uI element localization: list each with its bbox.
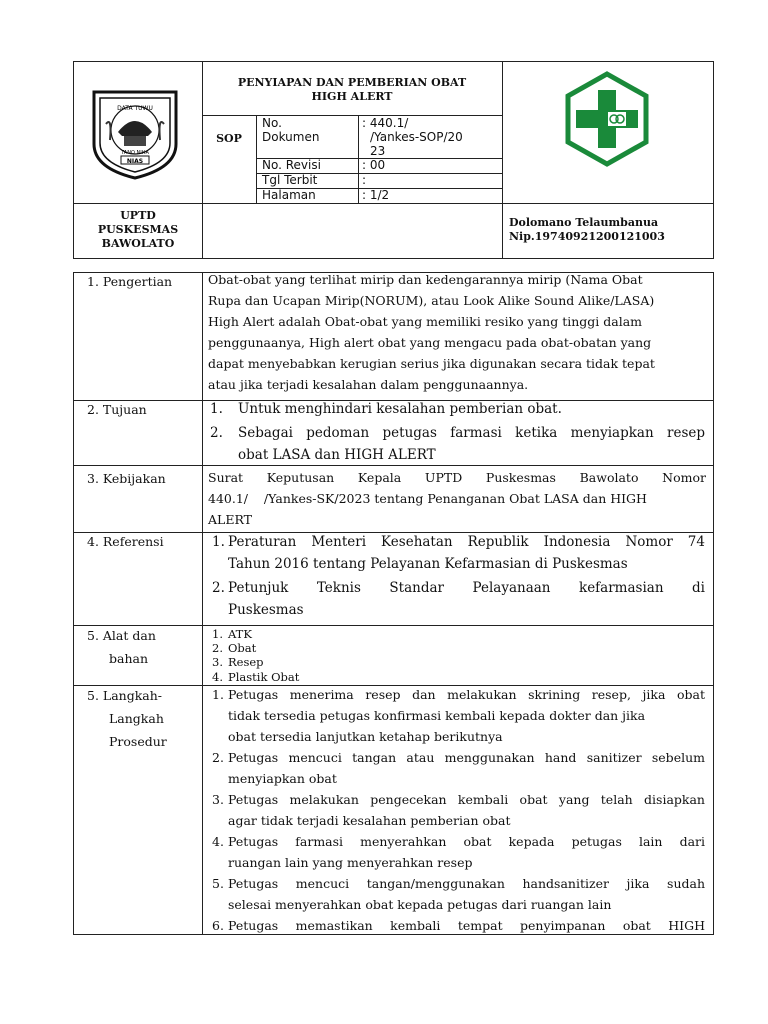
svg-text:DATA TUWU: DATA TUWU (117, 105, 153, 112)
pengertian-line: Rupa dan Ucapan Mirip(NORUM), atau Look Alike Sound Alike/LASA) (208, 293, 655, 308)
list-item: 1. Peraturan Menteri Kesehatan Republik Indonesia Nomor 74 (212, 534, 705, 550)
list-item: 2. Obat (212, 641, 257, 655)
issue-date-value: : (362, 173, 367, 187)
alat-list (212, 627, 702, 684)
kebijakan-text: Surat Keputusan Kepala UPTD Puskesmas Bawolato Nomor 440.1/ /Yankes-SK/2023 tentang Penanganan Obat LASA dan HIGH ALERT (208, 470, 706, 527)
pengertian-line: High Alert adalah Obat-obat yang memiliki resiko yang tinggi dalam (208, 314, 643, 329)
pengertian-line: dapat menyebabkan kerugian serius jika digunakan secara tidak tepat (208, 356, 655, 371)
svg-text:NIAS: NIAS (126, 158, 144, 165)
list-item: 2. Sebagai pedoman petugas farmasi ketika menyiapkan resep (210, 425, 705, 441)
sop-label: SOP (216, 132, 242, 145)
list-item: 2. Petunjuk Teknis Standar Pelayanaan kefarmasian di (212, 580, 705, 596)
langkah-list: 1. Petugas menerima resep dan melakukan skrining resep, jika obat tidak tersedia petugas konfirmasi kembali kepada dokter dan jika obat tersedia lanjutkan ketahap berikutnya 2. Petugas mencuci tangan atau menggunakan hand sanitizer sebelum menyiapkan obat 3. Petugas melakukan pengecekan kembali obat yang telah disiapkan agar tidak terjadi kesalahan pemberian obat 4. Petugas farmasi menyerahkan obat kepada petugas lain dari ruangan lain yang menyerahkan resep 5. Petugas mencuci tangan/menggunakan handsanitizer jika sudah selesai menyerahkan obat kepada petugas dari ruangan lain 6. Petugas memastikan kembali tempat penyimpanan obat HIGH (208, 684, 708, 936)
doc-number-label: No. Dokumen (262, 116, 320, 144)
list-item: 2. Petugas mencuci tangan atau menggunakan hand sanitizer sebelum (212, 750, 705, 765)
revision-value: : 00 (362, 158, 386, 172)
list-item: 1. Untuk menghindari kesalahan pemberian obat. (210, 401, 562, 417)
organization-name: UPTD PUSKESMAS BAWOLATO (97, 209, 179, 250)
pengertian-line: Obat-obat yang terlihat mirip dan kedengarannya mirip (Nama Obat (208, 272, 643, 287)
list-item: 6. Petugas memastikan kembali tempat penyimpanan obat HIGH (212, 918, 705, 933)
list-item: 3. Resep (212, 655, 264, 669)
section-label-langkah: 5. Langkah- Langkah Prosedur (87, 688, 167, 749)
document-title: PENYIAPAN DAN PEMBERIAN OBAT HIGH ALERT (237, 76, 467, 103)
revision-label: No. Revisi (262, 158, 321, 172)
list-item: 4. Petugas farmasi menyerahkan obat kepada petugas lain dari (212, 834, 705, 849)
regional-emblem-logo (88, 86, 182, 182)
section-label-referensi: 4. Referensi (87, 534, 164, 549)
section-label-kebijakan: 3. Kebijakan (87, 471, 166, 486)
pengertian-text (208, 269, 708, 395)
page-value: : 1/2 (362, 188, 390, 202)
tujuan-list: 1. Untuk menghindari kesalahan pemberian obat. 2. Sebagai pedoman petugas farmasi ketika menyiapkan resep obat LASA dan HIGH ALERT (208, 398, 708, 466)
doc-number-value: : 440.1/ /Yankes-SOP/20 23 (362, 116, 463, 158)
list-item: 3. Petugas melakukan pengecekan kembali obat yang telah disiapkan (212, 792, 705, 807)
list-item: 1. ATK (212, 627, 252, 641)
section-label-tujuan: 2. Tujuan (87, 402, 147, 417)
section-label-pengertian: 1. Pengertian (87, 274, 173, 289)
referensi-list: 1. Peraturan Menteri Kesehatan Republik Indonesia Nomor 74 Tahun 2016 tentang Pelayanan Kefarmasian di Puskesmas 2. Petunjuk Teknis Standar Pelayanaan kefarmasian di Puskesmas (208, 531, 708, 621)
page-label: Halaman (262, 188, 316, 202)
puskesmas-logo (558, 70, 656, 168)
pengertian-line: atau jika terjadi kesalahan dalam penggunaannya. (208, 377, 529, 392)
section-label-alat: 5. Alat dan bahan (87, 628, 156, 666)
pengertian-line: penggunaanya, High alert obat yang mengacu pada obat-obatan yang (208, 335, 652, 350)
signer-block: Dolomano Telaumbanua Nip.19740921200121003 (509, 216, 665, 243)
list-item: 4. Plastik Obat (212, 670, 300, 684)
list-item: 5. Petugas mencuci tangan/menggunakan handsanitizer jika sudah (212, 876, 705, 891)
list-item: 1. Petugas menerima resep dan melakukan skrining resep, jika obat (212, 687, 705, 702)
issue-date-label: Tgl Terbit (262, 173, 318, 187)
svg-text:TANO NIHA: TANO NIHA (121, 150, 149, 156)
